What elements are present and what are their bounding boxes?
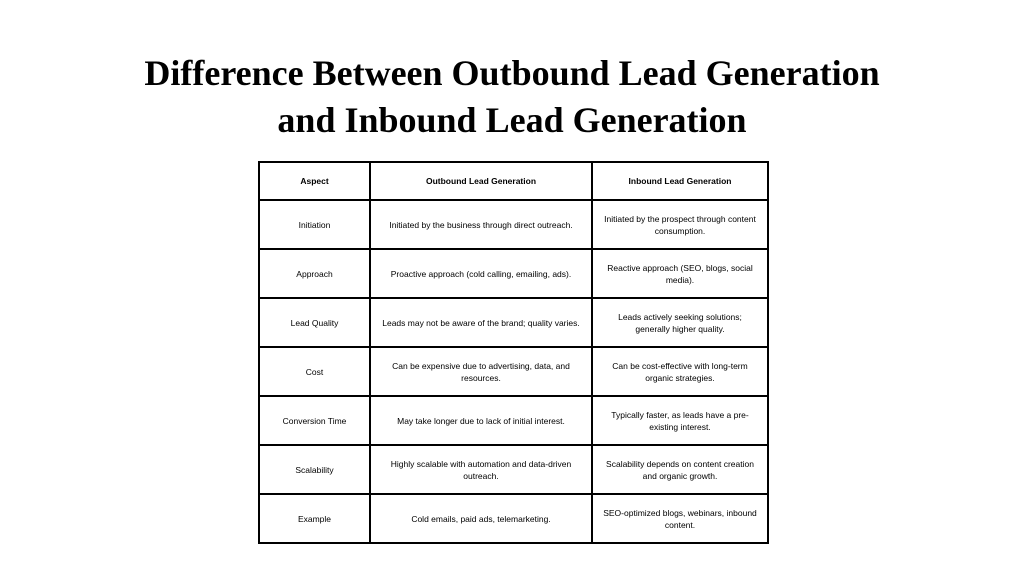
table-row	[259, 347, 768, 396]
row-inbound-cell: SEO-optimized blogs, webinars, inbound content.	[592, 494, 768, 543]
row-inbound-cell: Initiated by the prospect through content consumption.	[592, 200, 768, 249]
comparison-table	[258, 161, 769, 544]
header-aspect: Aspect	[259, 162, 370, 200]
row-outbound-cell: Initiated by the business through direct outreach.	[370, 200, 592, 249]
header-outbound: Outbound Lead Generation	[370, 162, 592, 200]
header-inbound: Inbound Lead Generation	[592, 162, 768, 200]
row-inbound-cell: Typically faster, as leads have a pre-existing interest.	[592, 396, 768, 445]
row-aspect-cell: Conversion Time	[259, 396, 370, 445]
row-aspect-cell: Initiation	[259, 200, 370, 249]
page-title-line-1: Difference Between Outbound Lead Generation	[144, 53, 880, 93]
row-aspect-cell: Example	[259, 494, 370, 543]
table-row	[259, 200, 768, 249]
table-row	[259, 445, 768, 494]
table-row	[259, 249, 768, 298]
table-header-row	[259, 162, 768, 200]
row-outbound-cell: Proactive approach (cold calling, emailing, ads).	[370, 249, 592, 298]
row-outbound-cell: May take longer due to lack of initial interest.	[370, 396, 592, 445]
row-outbound-cell: Cold emails, paid ads, telemarketing.	[370, 494, 592, 543]
row-aspect-cell: Cost	[259, 347, 370, 396]
table-row	[259, 396, 768, 445]
row-aspect-cell: Lead Quality	[259, 298, 370, 347]
row-inbound-cell: Scalability depends on content creation and organic growth.	[592, 445, 768, 494]
row-inbound-cell: Can be cost-effective with long-term organic strategies.	[592, 347, 768, 396]
table-row	[259, 298, 768, 347]
row-inbound-cell: Reactive approach (SEO, blogs, social media).	[592, 249, 768, 298]
table-row	[259, 494, 768, 543]
row-outbound-cell: Leads may not be aware of the brand; quality varies.	[370, 298, 592, 347]
row-inbound-cell: Leads actively seeking solutions; generally higher quality.	[592, 298, 768, 347]
row-outbound-cell: Highly scalable with automation and data-driven outreach.	[370, 445, 592, 494]
page-title-line-2: and Inbound Lead Generation	[277, 100, 747, 140]
row-outbound-cell: Can be expensive due to advertising, data, and resources.	[370, 347, 592, 396]
row-aspect-cell: Approach	[259, 249, 370, 298]
row-aspect-cell: Scalability	[259, 445, 370, 494]
page-title	[0, 50, 1024, 144]
